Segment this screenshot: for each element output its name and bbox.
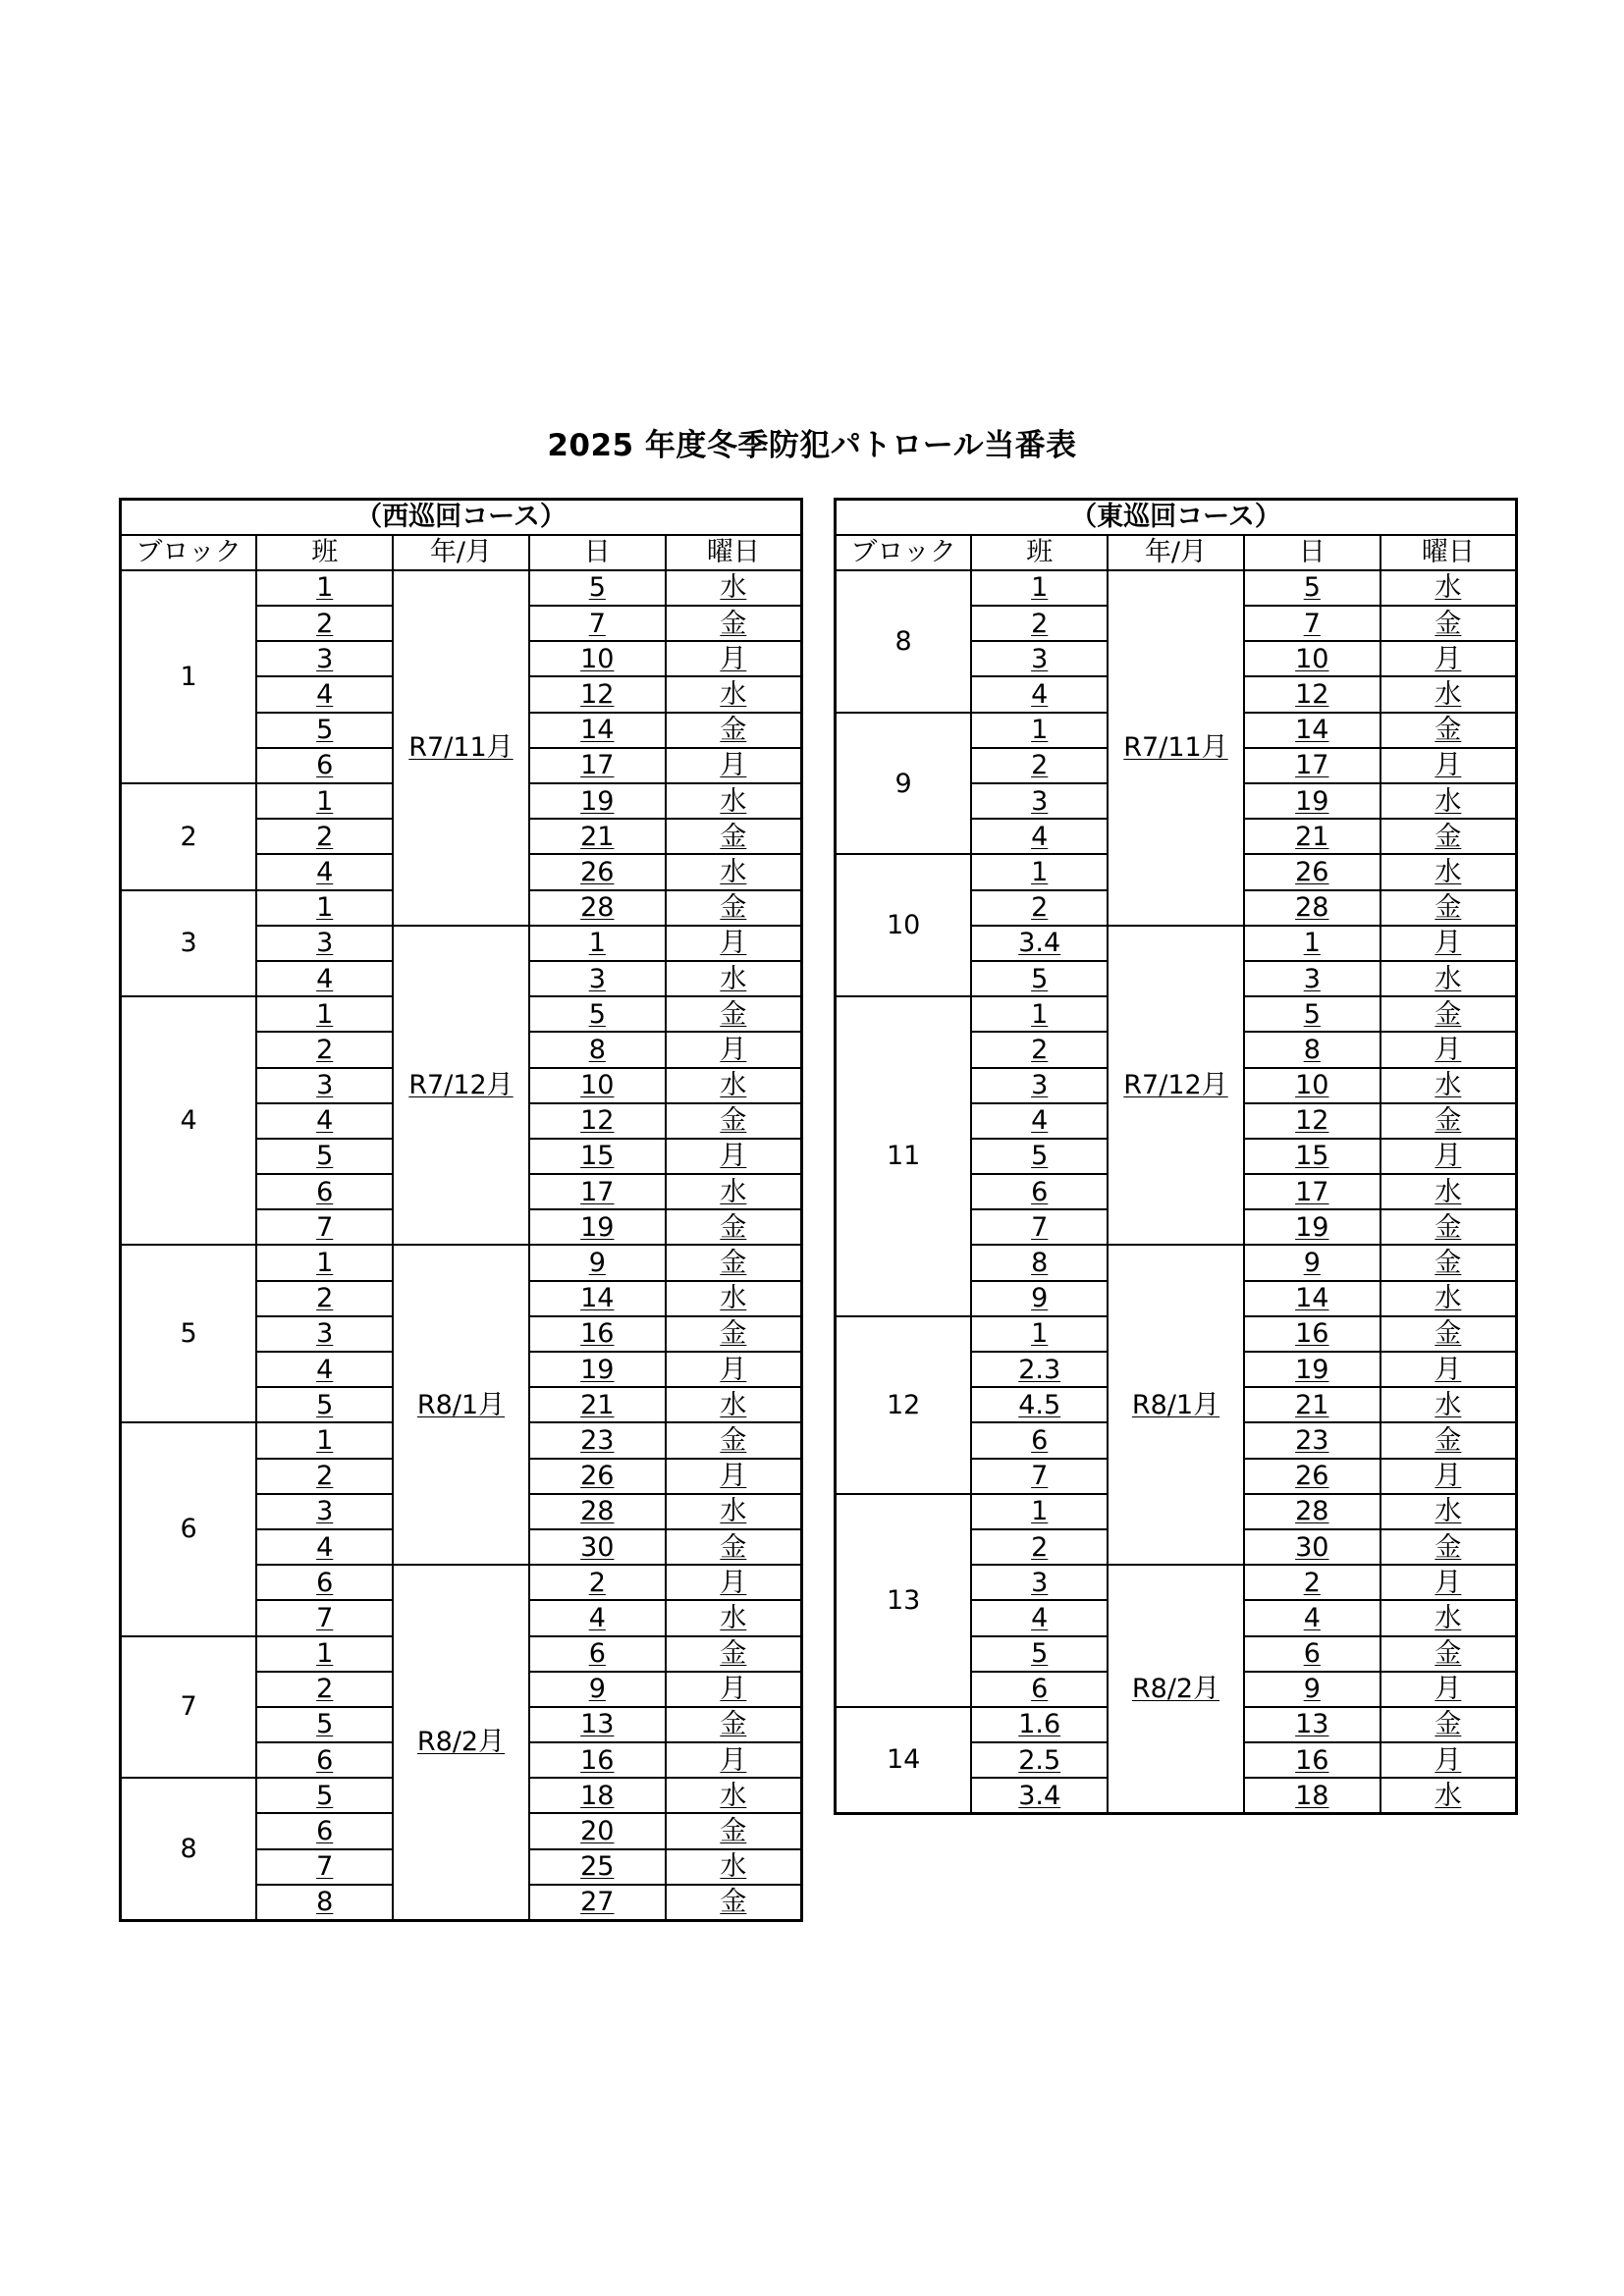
day-number: 28	[529, 890, 666, 926]
column-header: 曜日	[1380, 535, 1517, 570]
course-caption: （東巡回コース）	[836, 500, 1517, 535]
day-number: 8	[529, 1032, 666, 1067]
weekday: 水	[666, 854, 802, 889]
group-number: 1	[971, 996, 1108, 1032]
group-number: 1	[256, 1422, 393, 1458]
year-month: R8/1月	[1108, 1245, 1244, 1565]
day-number: 21	[1244, 819, 1380, 854]
table-header-row	[836, 535, 1517, 570]
day-number: 23	[529, 1422, 666, 1458]
group-number: 6	[971, 1672, 1108, 1707]
day-number: 19	[529, 1209, 666, 1245]
weekday: 月	[666, 1742, 802, 1778]
group-number: 6	[971, 1422, 1108, 1458]
day-number: 7	[529, 606, 666, 641]
block-number: 12	[836, 1316, 972, 1494]
weekday: 月	[1380, 641, 1517, 676]
year-month: R8/2月	[393, 1565, 529, 1920]
block-number: 8	[121, 1778, 257, 1920]
group-number: 8	[256, 1885, 393, 1920]
weekday: 金	[1380, 1316, 1517, 1352]
weekday: 金	[666, 890, 802, 926]
group-number: 8	[971, 1245, 1108, 1280]
group-number: 6	[971, 1174, 1108, 1209]
group-number: 2.3	[971, 1352, 1108, 1387]
weekday: 水	[1380, 1068, 1517, 1103]
day-number: 19	[529, 1352, 666, 1387]
group-number: 2.5	[971, 1742, 1108, 1778]
day-number: 9	[1244, 1245, 1380, 1280]
block-number: 5	[121, 1245, 257, 1422]
weekday: 月	[666, 1032, 802, 1067]
weekday: 水	[666, 1778, 802, 1813]
year-month: R8/1月	[393, 1245, 529, 1565]
weekday: 金	[666, 1209, 802, 1245]
day-number: 17	[1244, 1174, 1380, 1209]
table-caption-row	[121, 500, 802, 535]
group-number: 5	[971, 1636, 1108, 1672]
block-number: 7	[121, 1636, 257, 1779]
weekday: 月	[666, 1459, 802, 1494]
column-header: 年/月	[1108, 535, 1244, 570]
group-number: 3.4	[971, 1778, 1108, 1813]
day-number: 13	[529, 1707, 666, 1742]
weekday: 月	[1380, 1352, 1517, 1387]
day-number: 9	[529, 1245, 666, 1280]
day-number: 10	[1244, 641, 1380, 676]
group-number: 1	[256, 1636, 393, 1672]
day-number: 14	[1244, 713, 1380, 748]
table-row	[836, 570, 1517, 606]
day-number: 18	[1244, 1778, 1380, 1813]
group-number: 7	[971, 1459, 1108, 1494]
block-number: 11	[836, 996, 972, 1316]
day-number: 28	[529, 1494, 666, 1529]
year-month: R8/2月	[1108, 1565, 1244, 1813]
group-number: 2	[256, 1459, 393, 1494]
day-number: 2	[1244, 1565, 1380, 1600]
weekday: 水	[1380, 1778, 1517, 1813]
group-number: 5	[256, 1139, 393, 1174]
weekday: 金	[666, 1529, 802, 1565]
weekday: 月	[666, 748, 802, 783]
day-number: 19	[1244, 783, 1380, 819]
group-number: 1	[971, 570, 1108, 606]
day-number: 10	[529, 641, 666, 676]
group-number: 7	[971, 1209, 1108, 1245]
block-number: 10	[836, 854, 972, 996]
weekday: 月	[666, 641, 802, 676]
weekday: 月	[1380, 1742, 1517, 1778]
group-number: 6	[256, 748, 393, 783]
weekday: 月	[666, 926, 802, 961]
weekday: 水	[1380, 1600, 1517, 1635]
weekday: 金	[666, 1885, 802, 1920]
weekday: 水	[666, 1494, 802, 1529]
day-number: 9	[529, 1672, 666, 1707]
weekday: 水	[666, 961, 802, 996]
group-number: 2	[256, 819, 393, 854]
table-row	[121, 570, 802, 606]
weekday: 水	[666, 783, 802, 819]
weekday: 金	[1380, 1636, 1517, 1672]
weekday: 金	[666, 1103, 802, 1139]
weekday: 金	[1380, 1422, 1517, 1458]
column-header: ブロック	[836, 535, 972, 570]
weekday: 水	[666, 676, 802, 712]
weekday: 金	[666, 713, 802, 748]
group-number: 1	[256, 570, 393, 606]
group-number: 4	[971, 819, 1108, 854]
group-number: 4	[256, 676, 393, 712]
day-number: 17	[529, 748, 666, 783]
day-number: 12	[529, 1103, 666, 1139]
group-number: 7	[256, 1849, 393, 1885]
day-number: 6	[1244, 1636, 1380, 1672]
day-number: 16	[529, 1742, 666, 1778]
group-number: 2	[256, 1281, 393, 1316]
table-header-row	[121, 535, 802, 570]
day-number: 23	[1244, 1422, 1380, 1458]
group-number: 2	[971, 748, 1108, 783]
day-number: 2	[529, 1565, 666, 1600]
block-number: 14	[836, 1707, 972, 1814]
day-number: 19	[1244, 1209, 1380, 1245]
day-number: 10	[1244, 1068, 1380, 1103]
group-number: 3	[256, 1068, 393, 1103]
group-number: 1	[971, 713, 1108, 748]
group-number: 3	[971, 1068, 1108, 1103]
day-number: 13	[1244, 1707, 1380, 1742]
weekday: 金	[666, 1422, 802, 1458]
day-number: 26	[529, 854, 666, 889]
day-number: 6	[529, 1636, 666, 1672]
group-number: 3	[971, 1565, 1108, 1600]
day-number: 26	[1244, 1459, 1380, 1494]
day-number: 1	[1244, 926, 1380, 961]
east-course-table	[834, 498, 1518, 1815]
group-number: 6	[256, 1174, 393, 1209]
day-number: 8	[1244, 1032, 1380, 1067]
west-course-table	[119, 498, 803, 1922]
year-month: R7/12月	[393, 926, 529, 1246]
block-number: 13	[836, 1494, 972, 1707]
weekday: 金	[666, 606, 802, 641]
column-header: 年/月	[393, 535, 529, 570]
year-month: R7/11月	[393, 570, 529, 926]
group-number: 4	[971, 676, 1108, 712]
group-number: 4	[256, 1529, 393, 1565]
group-number: 3	[971, 783, 1108, 819]
weekday: 金	[1380, 1529, 1517, 1565]
weekday: 月	[666, 1565, 802, 1600]
group-number: 9	[971, 1281, 1108, 1316]
day-number: 26	[1244, 854, 1380, 889]
weekday: 水	[1380, 783, 1517, 819]
group-number: 7	[256, 1209, 393, 1245]
day-number: 26	[529, 1459, 666, 1494]
group-number: 4	[971, 1600, 1108, 1635]
group-number: 2	[971, 1032, 1108, 1067]
weekday: 水	[1380, 854, 1517, 889]
day-number: 14	[529, 713, 666, 748]
weekday: 月	[1380, 748, 1517, 783]
day-number: 12	[529, 676, 666, 712]
weekday: 月	[1380, 926, 1517, 961]
block-number: 2	[121, 783, 257, 890]
group-number: 3	[256, 641, 393, 676]
weekday: 水	[1380, 961, 1517, 996]
table-row	[121, 1245, 802, 1280]
day-number: 15	[1244, 1139, 1380, 1174]
column-header: 班	[971, 535, 1108, 570]
group-number: 4	[971, 1103, 1108, 1139]
weekday: 金	[1380, 819, 1517, 854]
weekday: 水	[1380, 570, 1517, 606]
block-number: 3	[121, 890, 257, 997]
column-header: ブロック	[121, 535, 257, 570]
block-number: 4	[121, 996, 257, 1245]
group-number: 3	[256, 1316, 393, 1352]
page-title: 2025 年度冬季防犯パトロール当番表	[547, 428, 1077, 463]
group-number: 5	[256, 713, 393, 748]
weekday: 水	[1380, 1387, 1517, 1422]
day-number: 15	[529, 1139, 666, 1174]
day-number: 3	[529, 961, 666, 996]
group-number: 6	[256, 1813, 393, 1848]
day-number: 25	[529, 1849, 666, 1885]
weekday: 水	[666, 1387, 802, 1422]
day-number: 5	[529, 570, 666, 606]
group-number: 5	[971, 961, 1108, 996]
day-number: 16	[1244, 1316, 1380, 1352]
year-month: R7/12月	[1108, 926, 1244, 1246]
day-number: 5	[529, 996, 666, 1032]
group-number: 1	[256, 996, 393, 1032]
day-number: 17	[1244, 748, 1380, 783]
group-number: 5	[256, 1778, 393, 1813]
day-number: 30	[529, 1529, 666, 1565]
day-number: 7	[1244, 606, 1380, 641]
weekday: 金	[666, 1707, 802, 1742]
group-number: 1	[971, 1494, 1108, 1529]
weekday: 金	[666, 1316, 802, 1352]
day-number: 21	[1244, 1387, 1380, 1422]
weekday: 水	[1380, 1494, 1517, 1529]
day-number: 28	[1244, 1494, 1380, 1529]
group-number: 4	[256, 1352, 393, 1387]
group-number: 3	[971, 641, 1108, 676]
course-caption: （西巡回コース）	[121, 500, 802, 535]
day-number: 3	[1244, 961, 1380, 996]
group-number: 4	[256, 1103, 393, 1139]
weekday: 金	[666, 819, 802, 854]
day-number: 19	[529, 783, 666, 819]
weekday: 金	[1380, 1209, 1517, 1245]
block-number: 1	[121, 570, 257, 783]
group-number: 1	[256, 783, 393, 819]
group-number: 1.6	[971, 1707, 1108, 1742]
group-number: 6	[256, 1565, 393, 1600]
day-number: 17	[529, 1174, 666, 1209]
group-number: 3.4	[971, 926, 1108, 961]
column-header: 日	[1244, 535, 1380, 570]
group-number: 5	[256, 1387, 393, 1422]
weekday: 金	[1380, 1245, 1517, 1280]
day-number: 28	[1244, 890, 1380, 926]
weekday: 水	[666, 1174, 802, 1209]
day-number: 12	[1244, 676, 1380, 712]
day-number: 9	[1244, 1672, 1380, 1707]
group-number: 2	[971, 890, 1108, 926]
weekday: 月	[1380, 1032, 1517, 1067]
weekday: 月	[666, 1139, 802, 1174]
weekday: 金	[1380, 606, 1517, 641]
weekday: 金	[1380, 713, 1517, 748]
weekday: 金	[666, 1636, 802, 1672]
weekday: 月	[1380, 1459, 1517, 1494]
weekday: 月	[1380, 1565, 1517, 1600]
day-number: 27	[529, 1885, 666, 1920]
day-number: 5	[1244, 570, 1380, 606]
group-number: 1	[971, 854, 1108, 889]
day-number: 12	[1244, 1103, 1380, 1139]
day-number: 1	[529, 926, 666, 961]
weekday: 水	[666, 1849, 802, 1885]
day-number: 4	[529, 1600, 666, 1635]
weekday: 水	[1380, 1174, 1517, 1209]
column-header: 曜日	[666, 535, 802, 570]
group-number: 2	[256, 1672, 393, 1707]
weekday: 月	[1380, 1139, 1517, 1174]
weekday: 金	[1380, 996, 1517, 1032]
block-number: 9	[836, 713, 972, 855]
year-month: R7/11月	[1108, 570, 1244, 926]
group-number: 4	[256, 854, 393, 889]
weekday: 金	[666, 996, 802, 1032]
day-number: 4	[1244, 1600, 1380, 1635]
group-number: 2	[971, 1529, 1108, 1565]
group-number: 4	[256, 961, 393, 996]
table-caption-row	[836, 500, 1517, 535]
day-number: 14	[529, 1281, 666, 1316]
group-number: 5	[256, 1707, 393, 1742]
weekday: 金	[666, 1813, 802, 1848]
group-number: 5	[971, 1139, 1108, 1174]
block-number: 6	[121, 1422, 257, 1635]
weekday: 金	[1380, 1707, 1517, 1742]
day-number: 16	[1244, 1742, 1380, 1778]
day-number: 16	[529, 1316, 666, 1352]
column-header: 班	[256, 535, 393, 570]
day-number: 14	[1244, 1281, 1380, 1316]
day-number: 5	[1244, 996, 1380, 1032]
weekday: 水	[1380, 676, 1517, 712]
weekday: 金	[1380, 890, 1517, 926]
day-number: 19	[1244, 1352, 1380, 1387]
day-number: 20	[529, 1813, 666, 1848]
weekday: 水	[1380, 1281, 1517, 1316]
weekday: 月	[666, 1352, 802, 1387]
weekday: 金	[1380, 1103, 1517, 1139]
group-number: 6	[256, 1742, 393, 1778]
group-number: 2	[971, 606, 1108, 641]
day-number: 30	[1244, 1529, 1380, 1565]
day-number: 21	[529, 1387, 666, 1422]
day-number: 21	[529, 819, 666, 854]
weekday: 水	[666, 1281, 802, 1316]
weekday: 金	[666, 1245, 802, 1280]
group-number: 1	[971, 1316, 1108, 1352]
group-number: 2	[256, 606, 393, 641]
group-number: 1	[256, 1245, 393, 1280]
group-number: 1	[256, 890, 393, 926]
group-number: 4.5	[971, 1387, 1108, 1422]
group-number: 7	[256, 1600, 393, 1635]
column-header: 日	[529, 535, 666, 570]
weekday: 水	[666, 570, 802, 606]
day-number: 10	[529, 1068, 666, 1103]
weekday: 水	[666, 1068, 802, 1103]
group-number: 3	[256, 926, 393, 961]
weekday: 月	[666, 1672, 802, 1707]
day-number: 18	[529, 1778, 666, 1813]
weekday: 水	[666, 1600, 802, 1635]
group-number: 2	[256, 1032, 393, 1067]
group-number: 3	[256, 1494, 393, 1529]
weekday: 月	[1380, 1672, 1517, 1707]
block-number: 8	[836, 570, 972, 713]
